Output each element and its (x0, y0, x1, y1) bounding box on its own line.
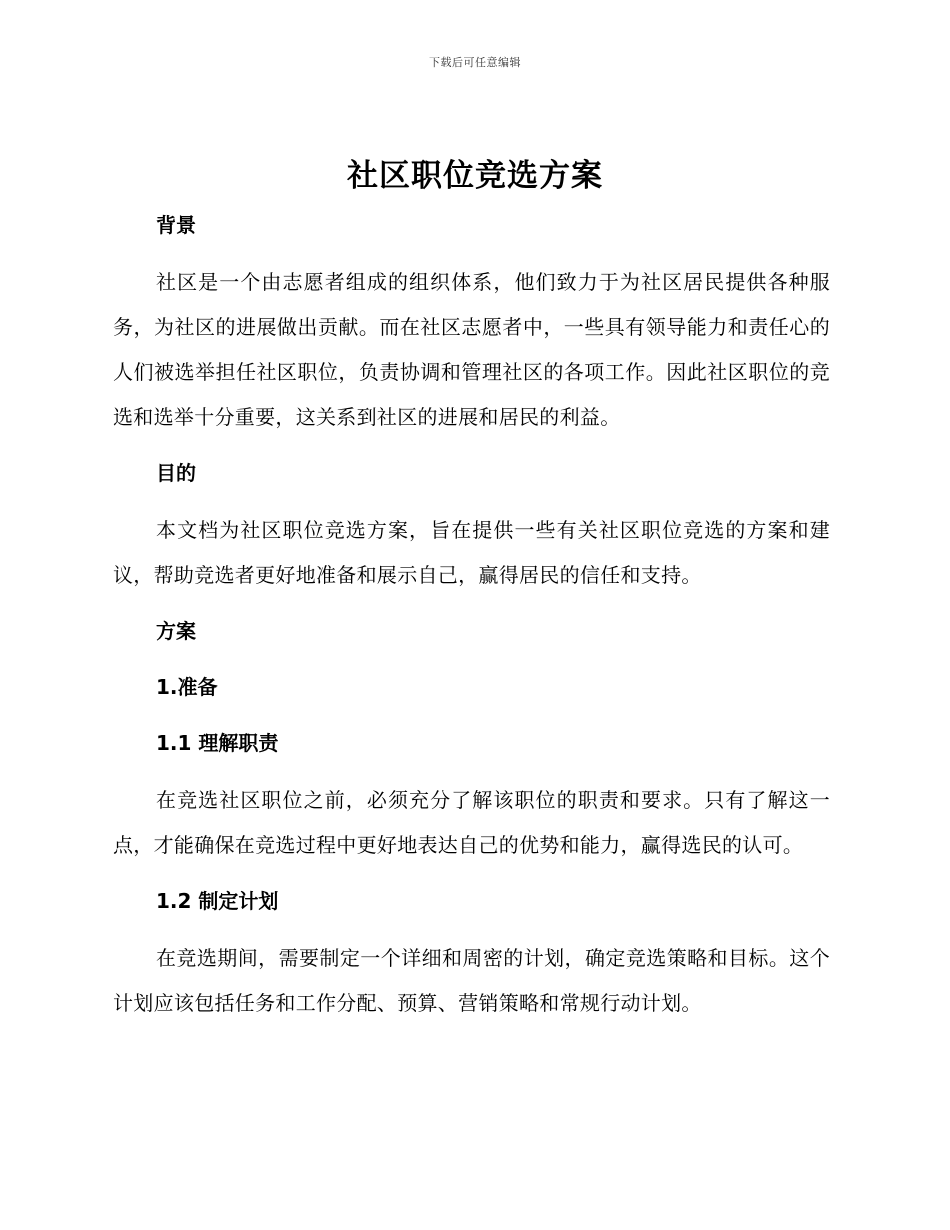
section-heading-plan: 方案 (156, 619, 196, 643)
header-note: 下载后可任意编辑 (429, 56, 521, 69)
purpose-paragraph: 本文档为社区职位竞选方案，旨在提供一些有关社区职位竞选的方案和建议，帮助竞选者更好地准备和展示自己，赢得居民的信任和支持。 (113, 518, 830, 587)
plan-step1-1-heading: 1.1 理解职责 (156, 731, 279, 755)
background-paragraph: 社区是一个由志愿者组成的组织体系，他们致力于为社区居民提供各种服务，为社区的进展做出贡献。而在社区志愿者中，一些具有领导能力和责任心的人们被选举担任社区职位，负责协调和管理社区的各项工作。因此社区职位的竞选和选举十分重要，这关系到社区的进展和居民的利益。 (113, 270, 830, 429)
document-title: 社区职位竞选方案 (347, 158, 603, 194)
plan-step1-heading: 1.准备 (156, 675, 218, 699)
section-heading-background: 背景 (156, 213, 196, 237)
section-heading-purpose: 目的 (156, 461, 196, 485)
plan-step1-2-heading: 1.2 制定计划 (156, 889, 279, 913)
plan-step1-1-paragraph: 在竞选社区职位之前，必须充分了解该职位的职责和要求。只有了解这一点，才能确保在竞选过程中更好地表达自己的优势和能力，赢得选民的认可。 (113, 788, 830, 857)
document-body (113, 203, 830, 1026)
plan-step1-2-paragraph: 在竞选期间，需要制定一个详细和周密的计划，确定竞选策略和目标。这个计划应该包括任务和工作分配、预算、营销策略和常规行动计划。 (113, 946, 830, 1015)
